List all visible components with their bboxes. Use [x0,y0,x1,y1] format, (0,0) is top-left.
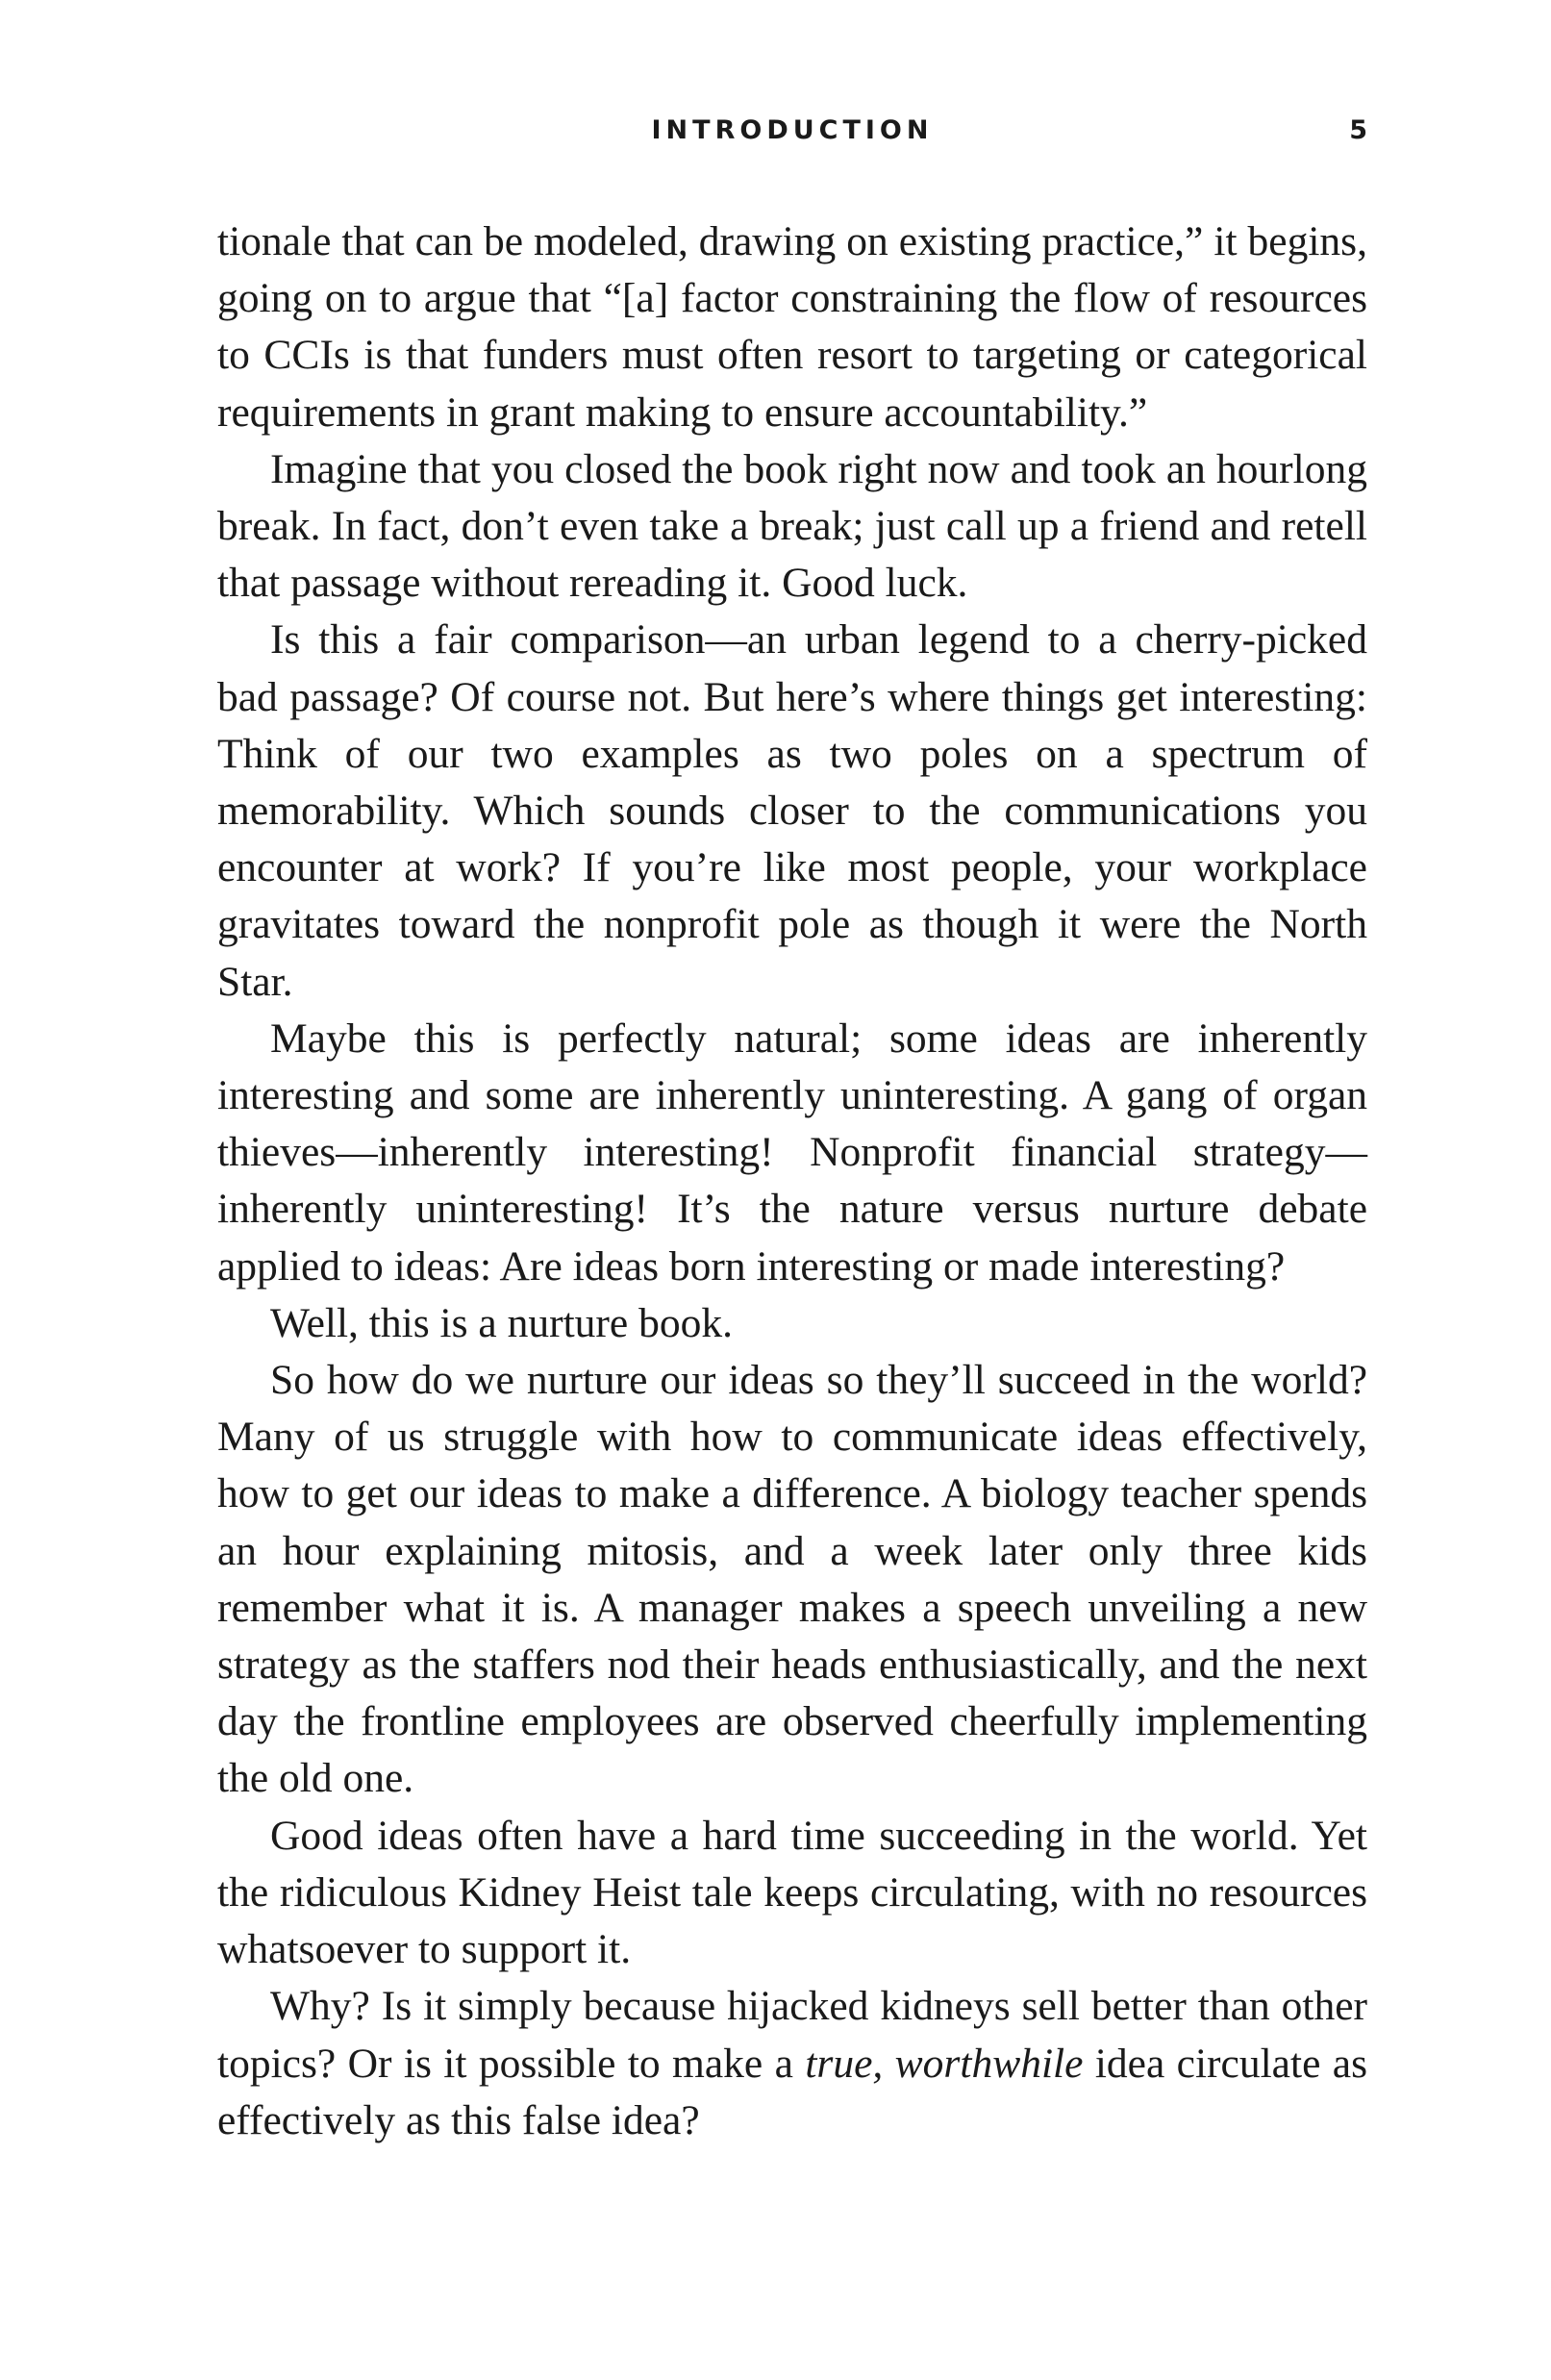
paragraph-text: idea circulate as effectively as this false idea? [217,2040,1368,2143]
paragraph: So how do we nurture our ideas so they’ll succeed in the world? Many of us struggle with how to communicate ideas effectively, how to get our ideas to make a difference. A biology teacher spends an hour explaining mitosis, and a week later only three kids remember what it is. A manager makes a speech unveiling a new strategy as the staffers nod their heads enthusiastically, and the next day the frontline employees are observed cheerfully implementing the old one. [217,1357,1367,1802]
paragraph-continued: tionale that can be modeled, drawing on existing practice,” it begins, going on to argue that “[a] factor constraining the flow of resources to CCIs is that funders must often resort to targeting or categorical requirements in grant making to ensure accountability.” [217,218,1367,436]
paragraph: Well, this is a nurture book. [270,1299,733,1346]
paragraph: Imagine that you closed the book right now and took an hourlong break. In fact, don’t even take a break; just call up a friend and retell that passage without rereading it. Good luck. [217,445,1367,607]
body-text [217,213,1367,2149]
emphasized-text: true, worthwhile [805,2040,1084,2087]
paragraph-final [217,1978,1367,2149]
paragraph: Maybe this is perfectly natural; some ideas are inherently interesting and some are inherently uninteresting. A gang of organ thieves—inherently interesting! Nonprofit financial strategy—inherently uninteresting! It’s the nature versus nurture debate applied to ideas: Are ideas born interesting or made interesting? [217,1015,1367,1290]
section-title: INTRODUCTION [651,115,934,145]
paragraph: Is this a fair comparison—an urban legend to a cherry-picked bad passage? Of course not. But here’s where things get interesting: Think of our two examples as two poles on a spectrum of memorability. Which sounds closer to the communications you encounter at work? If you’re like most people, your workplace gravitates toward the nonprofit pole as though it were the North Star. [217,616,1367,1005]
page-number: 5 [1349,115,1367,145]
paragraph-text: Why? Is it simply because hijacked kidneys sell better than other topics? Or is it possible to make a [217,1983,1367,2087]
paragraph: Good ideas often have a hard time succeeding in the world. Yet the ridiculous Kidney Heist tale keeps circulating, with no resources whatsoever to support it. [217,1812,1367,1973]
running-head [217,115,1367,154]
